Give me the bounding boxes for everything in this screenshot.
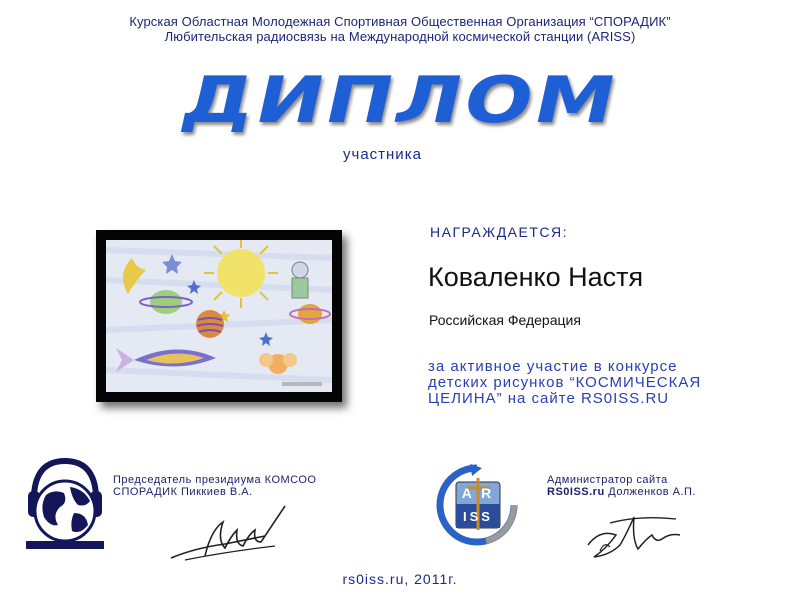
sporadik-globe-logo [24,455,106,551]
diploma-subtitle: участника [343,146,422,163]
recipient-country: Российская Федерация [429,312,581,328]
header-line-2: Любительская радиосвязь на Международной космической станции (ARISS) [164,29,636,44]
awarded-label: НАГРАЖДАЕТСЯ: [430,224,569,240]
header-line-1: Курская Областная Молодежная Спортивная Общественная Организация “СПОРАДИК” [129,14,671,29]
chairman-title-line-2: СПОРАДИК Пиккиев В.А. [113,486,253,498]
admin-signature [580,505,700,565]
admin-title-line-2 [547,486,696,498]
admin-name: Долженков А.П. [604,486,696,498]
chairman-title-line-1: Председатель президиума КОМСОО [113,474,317,486]
child-drawing-image [106,240,332,392]
reason-line-3: ЦЕЛИНА” на сайте RS0ISS.RU [428,390,670,407]
ariss-logo-text-top: A R [461,485,495,501]
chairman-signature [165,500,295,566]
diploma-title: ДИПЛОМ [174,64,626,138]
recipient-name: Коваленко Настя [428,262,644,292]
admin-site: RS0ISS.ru [547,486,605,498]
reason-line-2: детских рисунков “КОСМИЧЕСКАЯ [428,374,702,391]
admin-title-line-1: Администратор сайта [547,474,668,486]
ariss-logo-text-bottom: ISS [463,509,493,524]
footer-site-year: rs0iss.ru, 2011г. [342,571,458,587]
ariss-logo [436,464,518,546]
reason-line-1: за активное участие в конкурсе [428,358,678,375]
drawing-frame [96,230,342,402]
